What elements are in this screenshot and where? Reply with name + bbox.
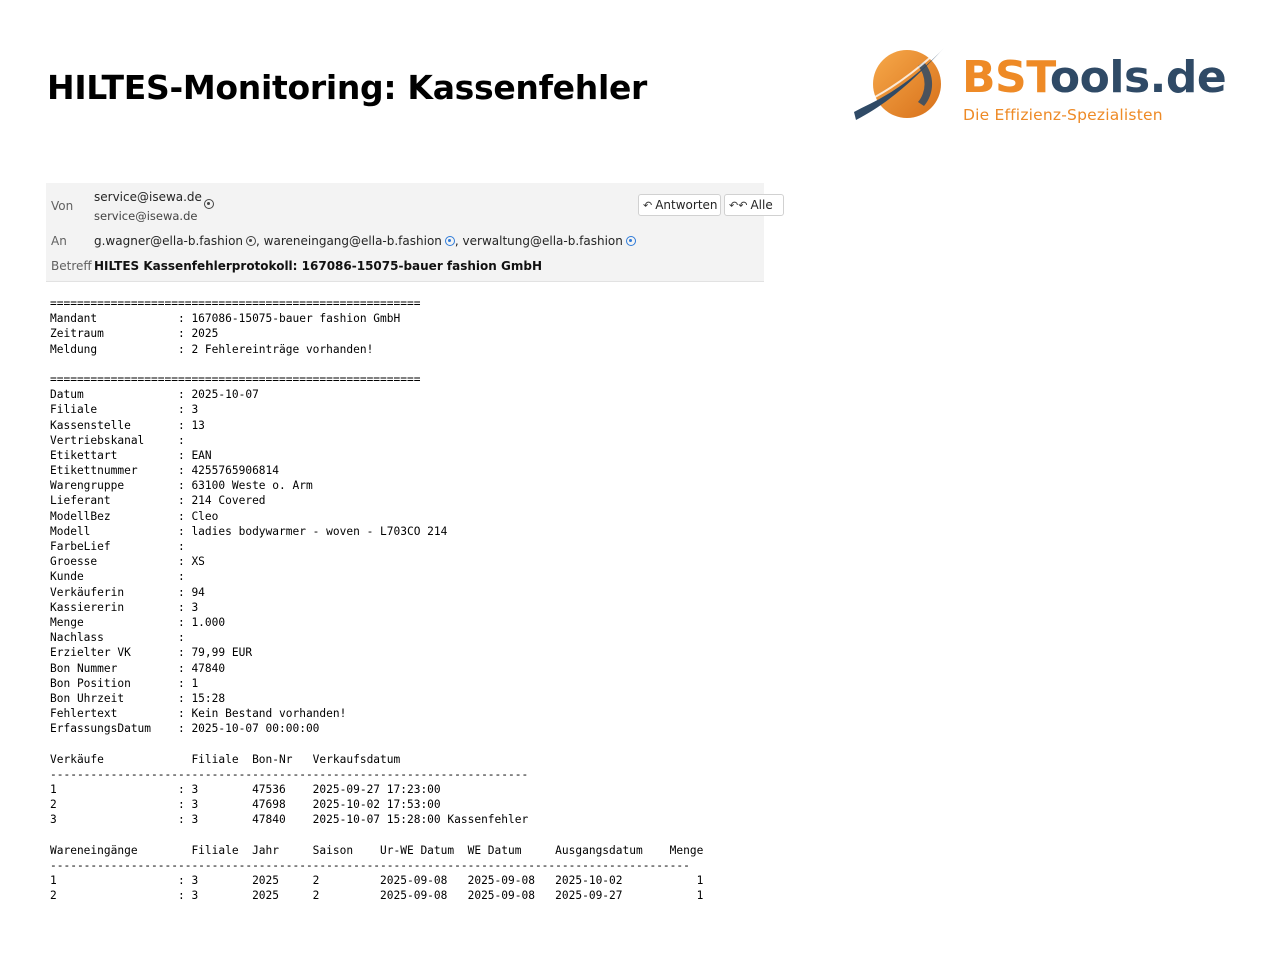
logo-brand-rest: ools.de <box>1049 52 1227 103</box>
body-line: 2 : 3 2025 2 2025-09-08 2025-09-08 2025-09-27 1 <box>50 889 704 903</box>
body-line: ModellBez : Cleo <box>50 509 219 523</box>
body-line: Menge : 1.000 <box>50 615 226 629</box>
body-line: Nachlass : <box>50 631 185 645</box>
email-header <box>46 183 773 282</box>
body-line: 1 : 3 47536 2025-09-27 17:23:00 <box>50 783 441 796</box>
slide-title: HILTES-Monitoring: Kassenfehler <box>47 68 648 107</box>
body-line: Verkäufe Filiale Bon-Nr Verkaufsdatum <box>50 752 401 766</box>
body-line: ======================================================= <box>50 372 421 386</box>
body-line: 2 : 3 47698 2025-10-02 17:53:00 <box>50 798 441 812</box>
body-line: Datum : 2025-10-07 <box>50 388 259 402</box>
body-line: ErfassungsDatum : 2025-10-07 00:00:00 <box>50 722 320 736</box>
body-line: Modell : ladies bodywarmer - woven - L703CO 214 <box>50 524 448 538</box>
body-line: Bon Position : 1 <box>50 676 199 690</box>
body-line: Meldung : 2 Fehlereinträge vorhanden! <box>50 342 374 356</box>
body-line: Mandant : 167086-15075-bauer fashion GmbH <box>50 312 401 326</box>
body-line <box>50 828 703 843</box>
reply-all-button-label: Alle <box>750 198 773 212</box>
body-line: Kunde : <box>50 570 185 584</box>
reply-button[interactable] <box>638 194 721 216</box>
to-label: An <box>51 234 67 248</box>
logo-brand-highlight: BST <box>962 52 1050 103</box>
body-line: Filiale : 3 <box>50 403 199 417</box>
body-line: Kassenstelle : 13 <box>50 418 205 432</box>
body-line: Wareneingänge Filiale Jahr Saison Ur-WE Datum WE Datum Ausgangsdatum Menge <box>50 843 704 857</box>
person-icon[interactable] <box>204 199 214 209</box>
bstools-logo <box>852 42 1232 128</box>
body-line: Fehlertext : Kein Bestand vorhanden! <box>50 707 347 721</box>
body-line <box>50 736 703 751</box>
body-line: Verkäuferin : 94 <box>50 585 205 599</box>
email-body <box>50 296 703 904</box>
body-line: Warengruppe : 63100 Weste o. Arm <box>50 479 313 493</box>
body-line: Etikettart : EAN <box>50 448 212 462</box>
logo-tagline: Die Effizienz-Spezialisten <box>963 106 1163 124</box>
from-name[interactable]: service@isewa.de <box>94 190 202 204</box>
reply-button-label: Antworten <box>655 198 718 212</box>
body-line: Kassiererin : 3 <box>50 600 199 614</box>
body-line: ----------------------------------------------------------------------------------------------- <box>50 858 690 872</box>
body-line: Lieferant : 214 Covered <box>50 494 266 508</box>
body-line: ----------------------------------------------------------------------- <box>50 767 529 781</box>
recipient-3[interactable]: verwaltung@ella-b.fashion <box>462 234 623 248</box>
body-line: Bon Uhrzeit : 15:28 <box>50 691 226 705</box>
subject: HILTES Kassenfehlerprotokoll: 167086-15075-bauer fashion GmbH <box>94 259 542 273</box>
recipient-2[interactable]: wareneingang@ella-b.fashion <box>263 234 442 248</box>
body-line: 1 : 3 2025 2 2025-09-08 2025-09-08 2025-10-02 1 <box>50 874 704 888</box>
subject-label: Betreff <box>51 259 92 273</box>
person-icon[interactable] <box>626 236 636 246</box>
to-recipients: g.wagner@ella-b.fashion , wareneingang@ella-b.fashion , verwaltung@ella-b.fashion <box>94 234 636 248</box>
body-line: ======================================================= <box>50 297 421 310</box>
person-icon[interactable] <box>445 236 455 246</box>
body-line: FarbeLief : <box>50 540 185 553</box>
from-label: Von <box>51 199 74 213</box>
body-line: Zeitraum : 2025 <box>50 327 219 341</box>
body-line: Etikettnummer : 4255765906814 <box>50 464 280 478</box>
globe-swoosh-icon <box>852 42 952 128</box>
email-screenshot <box>46 183 773 903</box>
body-line <box>50 357 703 372</box>
body-line: Erzielter VK : 79,99 EUR <box>50 646 253 660</box>
body-line: Groesse : XS <box>50 555 205 569</box>
recipient-1[interactable]: g.wagner@ella-b.fashion <box>94 234 244 248</box>
body-line: 3 : 3 47840 2025-10-07 15:28:00 Kassenfehler <box>50 813 529 827</box>
body-line: Bon Nummer : 47840 <box>50 661 226 675</box>
body-line: Vertriebskanal : <box>50 433 185 447</box>
reply-icon: ↶ <box>643 199 653 212</box>
reply-all-icon: ↶↶ <box>729 199 748 212</box>
person-icon[interactable] <box>246 236 256 246</box>
reply-all-button[interactable] <box>724 194 784 216</box>
from-address: service@isewa.de <box>94 209 198 223</box>
